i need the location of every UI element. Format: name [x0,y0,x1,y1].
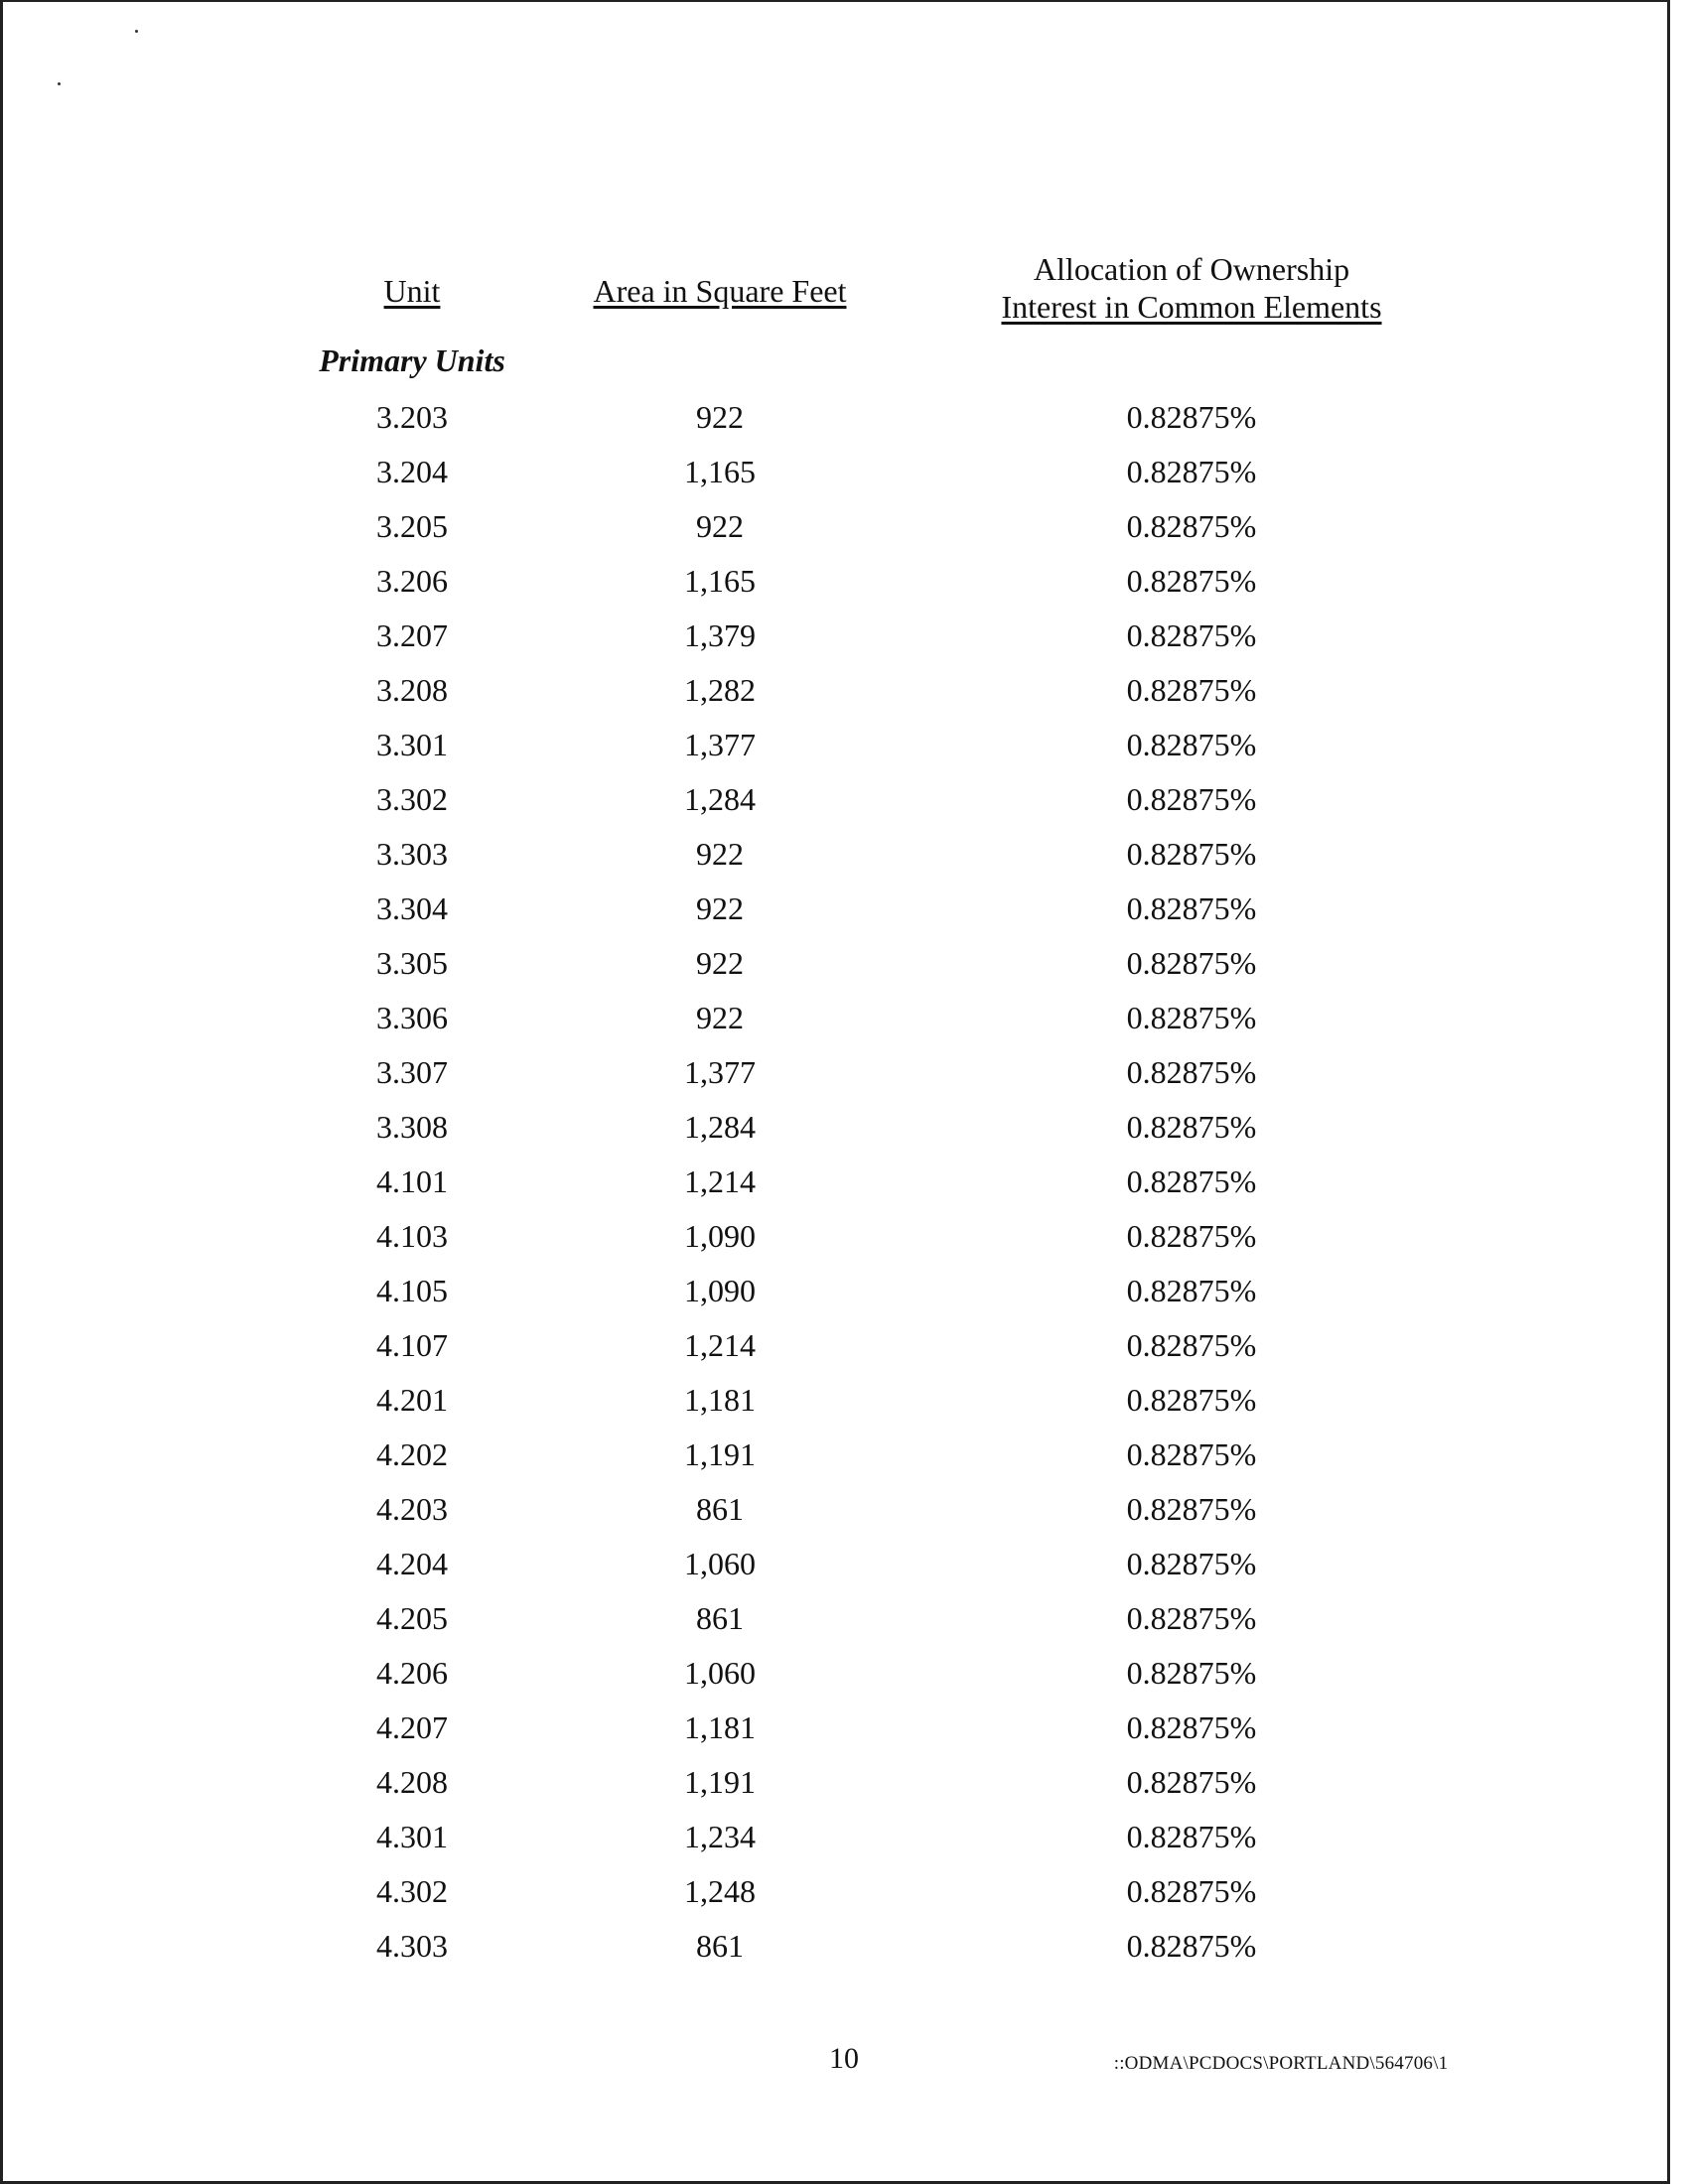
area-cell: 1,234 [684,1819,756,1854]
table-row [0,1269,1688,1323]
table-row [0,996,1688,1050]
page-border-top [0,0,1670,2]
allocation-cell: 0.82875% [1126,1000,1257,1035]
allocation-cell: 0.82875% [1126,1382,1257,1418]
unit-cell: 4.107 [376,1327,448,1363]
table-row [0,1487,1688,1542]
unit-cell: 3.308 [376,1109,448,1145]
allocation-cell: 0.82875% [1126,1709,1257,1745]
table-row [0,1323,1688,1378]
table-row [0,1050,1688,1105]
table-row [0,614,1688,668]
area-cell: 1,090 [684,1273,756,1308]
column-header-area-label: Area in Square Feet [593,273,847,309]
table-row [0,1760,1688,1815]
allocation-cell: 0.82875% [1126,781,1257,817]
area-cell: 1,191 [684,1764,756,1800]
allocation-cell: 0.82875% [1126,1655,1257,1691]
column-header-allocation-line2: Interest in Common Elements [1001,289,1382,325]
unit-cell: 4.203 [376,1491,448,1527]
table-row [0,1651,1688,1706]
table-row [0,832,1688,887]
allocation-cell: 0.82875% [1126,945,1257,981]
unit-cell: 3.302 [376,781,448,817]
page-number: 10 [829,2042,859,2075]
unit-cell: 4.105 [376,1273,448,1308]
unit-cell: 3.206 [376,563,448,599]
area-cell: 1,165 [684,563,756,599]
section-label-primary-units: Primary Units [319,342,505,378]
table-row [0,1596,1688,1651]
table-row [0,1869,1688,1924]
unit-cell: 3.305 [376,945,448,981]
table-row [0,668,1688,723]
column-header-allocation [953,250,1430,326]
area-cell: 1,060 [684,1546,756,1581]
unit-table [0,395,1688,1979]
allocation-cell: 0.82875% [1126,890,1257,926]
allocation-cell: 0.82875% [1126,508,1257,544]
area-cell: 1,165 [684,454,756,489]
unit-cell: 4.302 [376,1873,448,1909]
area-cell: 922 [696,836,744,872]
column-header-unit-label: Unit [383,273,441,309]
area-cell: 1,060 [684,1655,756,1691]
allocation-cell: 0.82875% [1126,1873,1257,1909]
unit-cell: 4.206 [376,1655,448,1691]
document-path: ::ODMA\PCDOCS\PORTLAND\564706\1 [1113,2053,1449,2074]
unit-cell: 3.208 [376,672,448,708]
unit-cell: 3.306 [376,1000,448,1035]
table-row [0,723,1688,777]
unit-cell: 3.301 [376,727,448,762]
scan-speck [135,30,138,33]
area-cell: 922 [696,890,744,926]
allocation-cell: 0.82875% [1126,727,1257,762]
unit-cell: 4.101 [376,1163,448,1199]
unit-cell: 4.204 [376,1546,448,1581]
area-cell: 861 [696,1600,744,1636]
unit-cell: 4.202 [376,1436,448,1472]
area-cell: 922 [696,508,744,544]
allocation-cell: 0.82875% [1126,1436,1257,1472]
allocation-cell: 0.82875% [1126,454,1257,489]
allocation-cell: 0.82875% [1126,1163,1257,1199]
unit-cell: 4.103 [376,1218,448,1254]
area-cell: 922 [696,945,744,981]
table-row [0,887,1688,941]
allocation-cell: 0.82875% [1126,836,1257,872]
table-row [0,1924,1688,1979]
area-cell: 1,379 [684,617,756,653]
unit-cell: 3.204 [376,454,448,489]
unit-cell: 4.205 [376,1600,448,1636]
allocation-cell: 0.82875% [1126,399,1257,435]
area-cell: 1,214 [684,1163,756,1199]
area-cell: 1,181 [684,1709,756,1745]
area-cell: 1,282 [684,672,756,708]
area-cell: 861 [696,1928,744,1964]
allocation-cell: 0.82875% [1126,1600,1257,1636]
area-cell: 1,284 [684,781,756,817]
area-cell: 1,377 [684,1054,756,1090]
allocation-cell: 0.82875% [1126,1764,1257,1800]
table-row [0,1214,1688,1269]
area-cell: 1,191 [684,1436,756,1472]
scan-speck [58,82,61,85]
table-row [0,1815,1688,1869]
unit-cell: 4.301 [376,1819,448,1854]
allocation-cell: 0.82875% [1126,1054,1257,1090]
unit-cell: 3.205 [376,508,448,544]
unit-cell: 4.201 [376,1382,448,1418]
unit-cell: 3.207 [376,617,448,653]
allocation-cell: 0.82875% [1126,563,1257,599]
table-row [0,395,1688,450]
table-row [0,559,1688,614]
column-header-area [556,272,884,310]
area-cell: 1,248 [684,1873,756,1909]
unit-cell: 3.303 [376,836,448,872]
unit-cell: 4.303 [376,1928,448,1964]
table-row [0,777,1688,832]
allocation-cell: 0.82875% [1126,1218,1257,1254]
area-cell: 922 [696,1000,744,1035]
table-row [0,504,1688,559]
allocation-cell: 0.82875% [1126,1491,1257,1527]
area-cell: 1,214 [684,1327,756,1363]
unit-cell: 3.203 [376,399,448,435]
unit-cell: 3.304 [376,890,448,926]
area-cell: 861 [696,1491,744,1527]
table-row [0,1706,1688,1760]
table-row [0,1433,1688,1487]
allocation-cell: 0.82875% [1126,1819,1257,1854]
column-header-allocation-line1: Allocation of Ownership [1033,251,1350,287]
table-row [0,1160,1688,1214]
area-cell: 1,090 [684,1218,756,1254]
allocation-cell: 0.82875% [1126,672,1257,708]
unit-cell: 4.207 [376,1709,448,1745]
allocation-cell: 0.82875% [1126,617,1257,653]
column-header-unit [328,272,496,310]
unit-cell: 3.307 [376,1054,448,1090]
table-row [0,941,1688,996]
area-cell: 922 [696,399,744,435]
unit-cell: 4.208 [376,1764,448,1800]
allocation-cell: 0.82875% [1126,1928,1257,1964]
area-cell: 1,181 [684,1382,756,1418]
table-row [0,1542,1688,1596]
allocation-cell: 0.82875% [1126,1109,1257,1145]
area-cell: 1,377 [684,727,756,762]
allocation-cell: 0.82875% [1126,1273,1257,1308]
table-row [0,1105,1688,1160]
allocation-cell: 0.82875% [1126,1546,1257,1581]
table-row [0,1378,1688,1433]
table-row [0,450,1688,504]
area-cell: 1,284 [684,1109,756,1145]
allocation-cell: 0.82875% [1126,1327,1257,1363]
